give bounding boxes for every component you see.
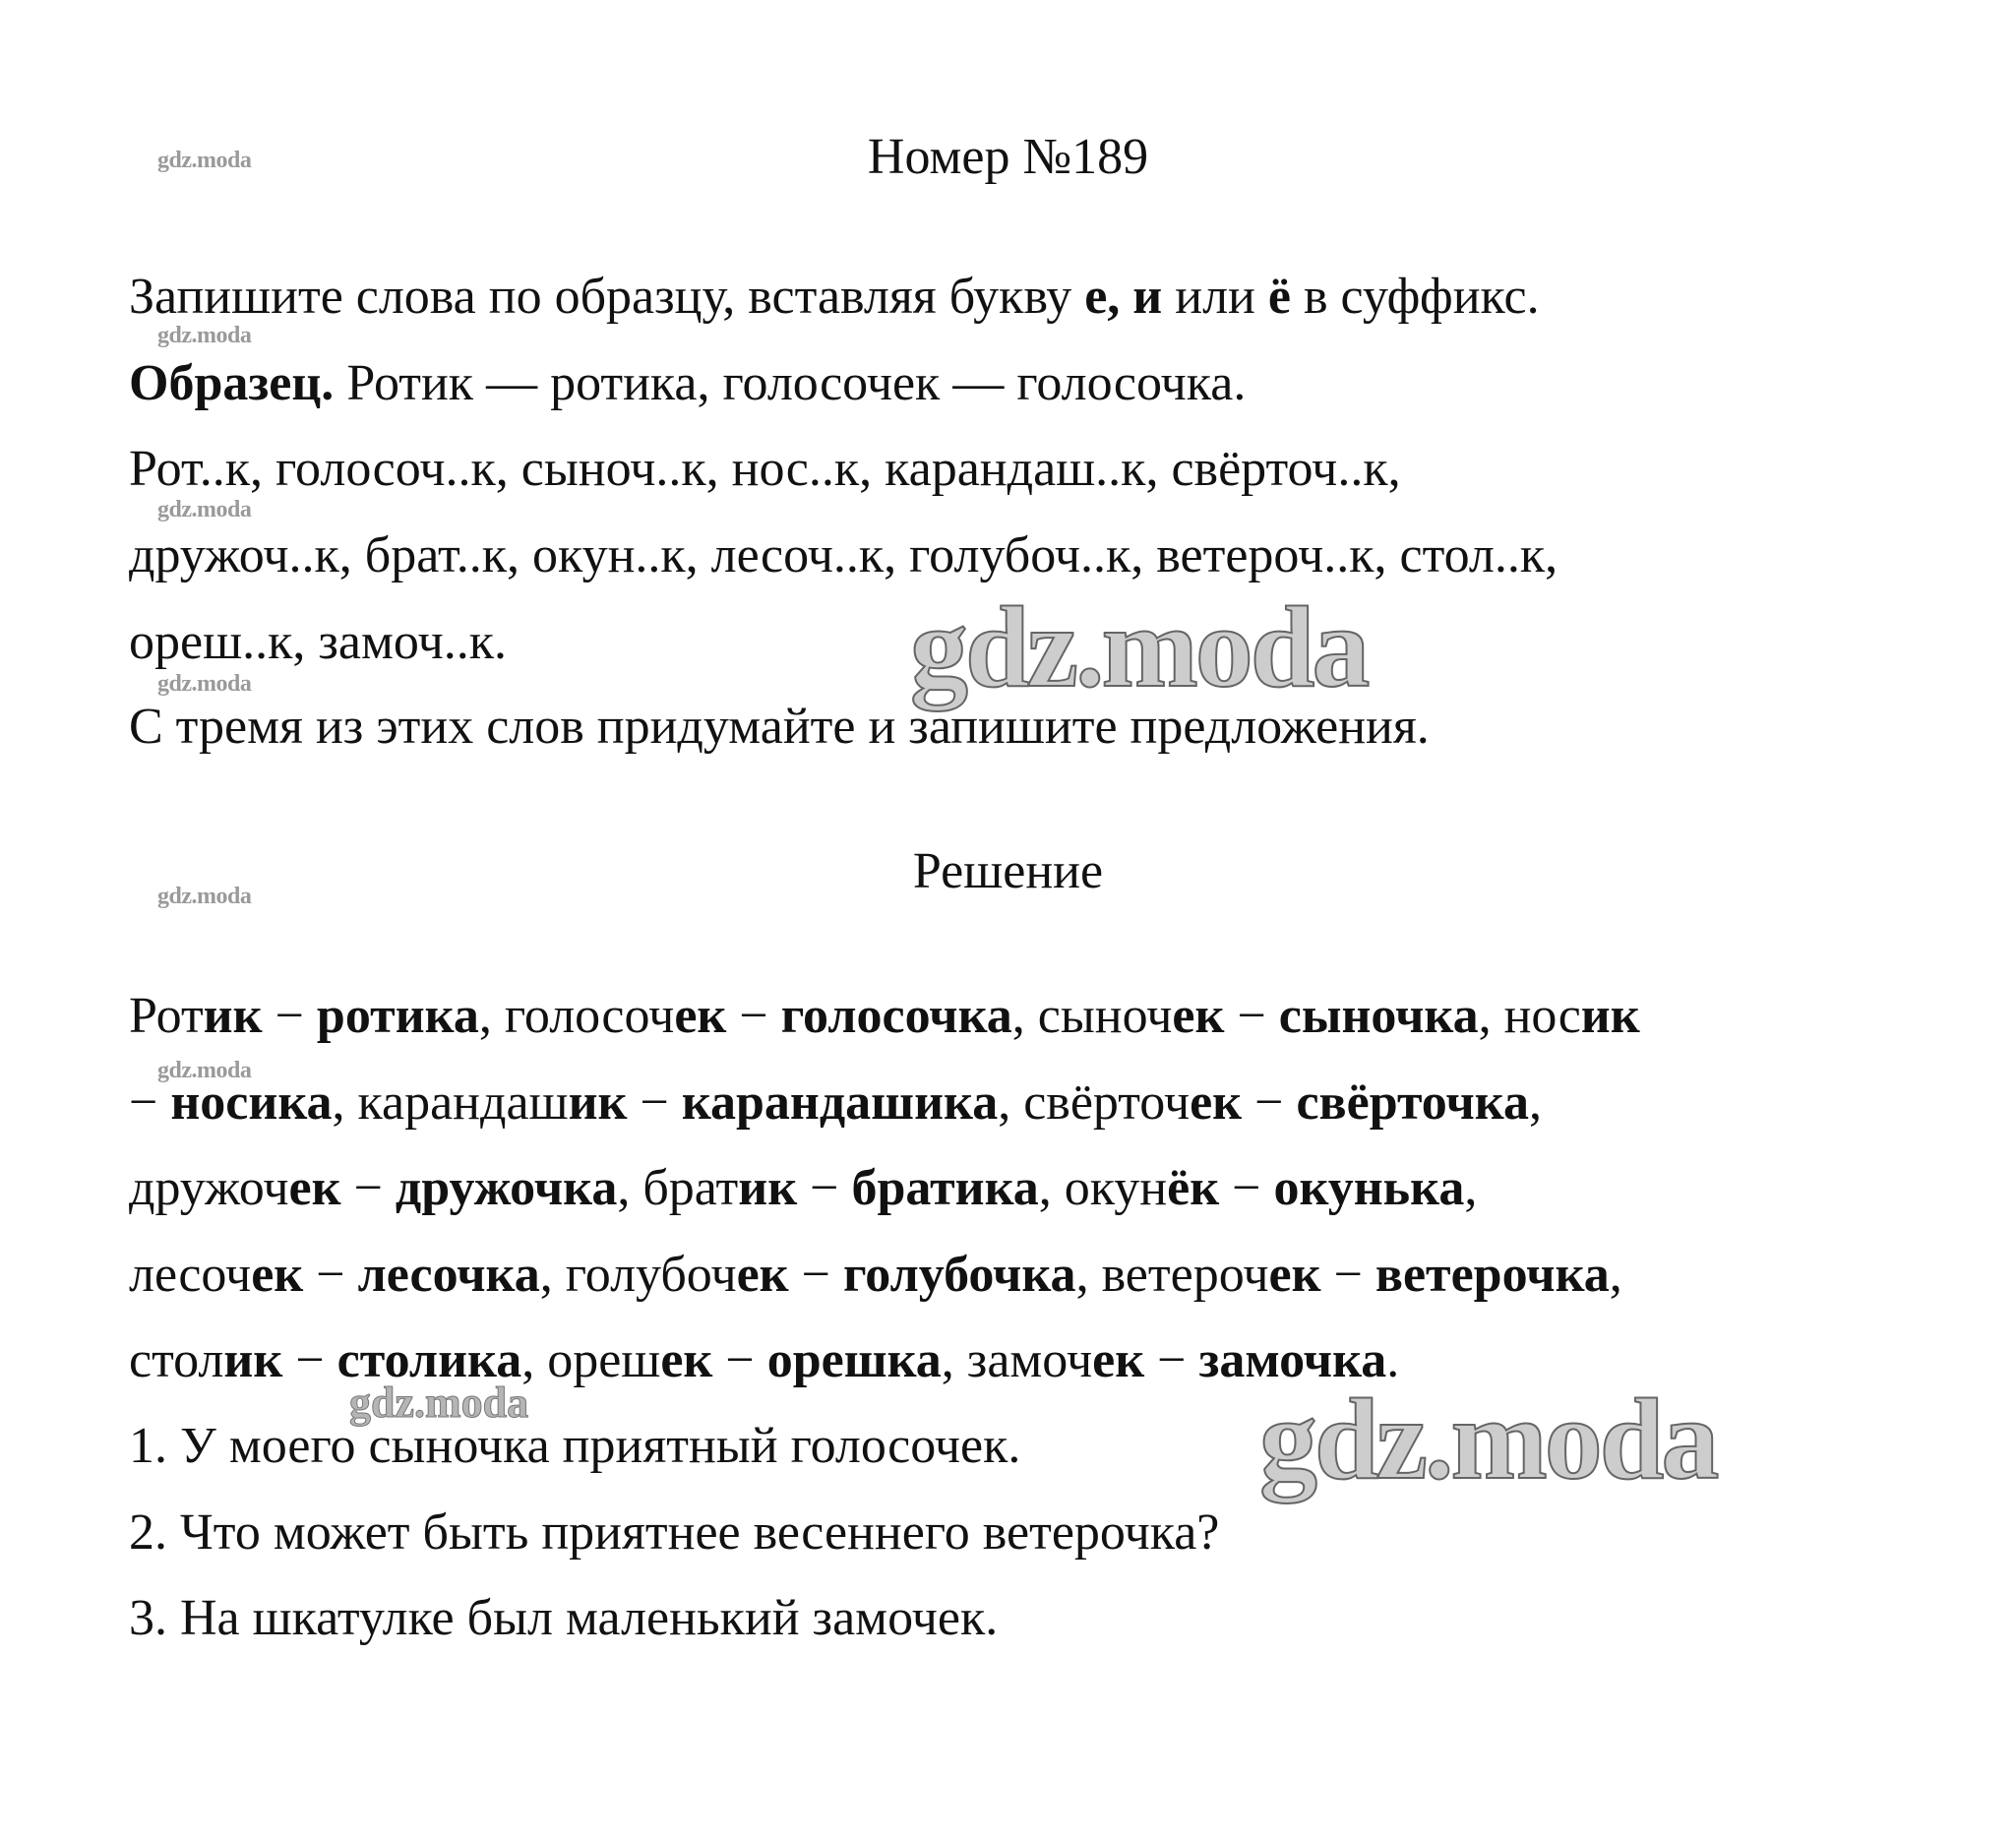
text-segment: , карандаш	[332, 1074, 569, 1131]
text-segment: −	[797, 1160, 852, 1216]
suffix: ек	[660, 1332, 713, 1388]
sentence-2: 2. Что может быть приятнее весеннего ветерочка?	[129, 1504, 1220, 1561]
text-segment: , окун	[1038, 1160, 1168, 1216]
text-segment: , голубоч	[539, 1247, 737, 1303]
watermark: gdz.moda	[157, 497, 252, 522]
solution-line-5	[129, 1331, 1399, 1390]
task-final: С тремя из этих слов придумайте и запишите предложения.	[129, 699, 1430, 755]
suffix: ек	[1172, 988, 1225, 1044]
suffix: ёк	[1167, 1160, 1220, 1216]
text-segment: , ореш	[521, 1332, 661, 1388]
text-segment: , сыноч	[1011, 988, 1173, 1044]
sentence-1: 1. У моего сыночка приятный голосочек.	[129, 1418, 1021, 1474]
bold-word: голосочка	[780, 988, 1012, 1044]
text-segment: −	[712, 1332, 767, 1388]
task-words-line-3: ореш..к, замоч..к.	[129, 614, 507, 670]
text-segment: Рот	[129, 988, 204, 1044]
text-segment: −	[1242, 1074, 1297, 1131]
bold-word: носика	[170, 1074, 333, 1131]
text-segment: −	[282, 1332, 337, 1388]
task-words-line-1: Рот..к, голосоч..к, сыноч..к, нос..к, карандаш..к, свёрточ..к,	[129, 441, 1401, 497]
text-segment: −	[129, 1074, 171, 1131]
text-segment: лесоч	[129, 1247, 252, 1303]
suffix: ек	[251, 1247, 304, 1303]
bold-word: ё	[1267, 269, 1291, 325]
suffix: ек	[736, 1247, 789, 1303]
suffix: ик	[738, 1160, 798, 1216]
text-segment: .	[1386, 1332, 1400, 1388]
text-segment: Запишите слова по образцу, вставляя букву	[129, 269, 1085, 325]
watermark: gdz.moda	[157, 1058, 252, 1083]
text-segment: ,	[1528, 1074, 1542, 1131]
text-segment: −	[303, 1247, 358, 1303]
solution-line-2	[129, 1073, 1542, 1133]
bold-word: ветерочка	[1375, 1247, 1610, 1303]
suffix: ик	[223, 1332, 283, 1388]
bold-word: е, и	[1084, 269, 1163, 325]
suffix: ик	[1580, 988, 1640, 1044]
bold-word: орешка	[766, 1332, 942, 1388]
text-segment: , голосоч	[478, 988, 675, 1044]
suffix: ек	[1092, 1332, 1145, 1388]
text-segment: , замоч	[941, 1332, 1093, 1388]
sentence-3: 3. На шкатулке был маленький замочек.	[129, 1590, 999, 1646]
bold-word: столика	[336, 1332, 522, 1388]
text-segment: −	[340, 1160, 396, 1216]
text-segment: −	[726, 988, 781, 1044]
bold-word: лесочка	[357, 1247, 540, 1303]
suffix: ек	[674, 988, 727, 1044]
text-segment: −	[1219, 1160, 1274, 1216]
text-segment: ,	[1464, 1160, 1478, 1216]
text-segment: −	[1144, 1332, 1199, 1388]
bold-word: голубочка	[842, 1247, 1076, 1303]
text-segment: или	[1162, 269, 1268, 325]
task-instruction	[129, 268, 1540, 327]
text-segment: Ротик — ротика, голосочек — голосочка.	[334, 355, 1247, 411]
text-segment: стол	[129, 1332, 224, 1388]
solution-line-3	[129, 1159, 1477, 1218]
text-segment: −	[1224, 988, 1279, 1044]
text-segment: , нос	[1478, 988, 1581, 1044]
page-title: Номер №189	[867, 129, 1149, 185]
watermark: gdz.moda	[157, 323, 252, 348]
bold-word: окунька	[1273, 1160, 1465, 1216]
solution-line-1	[129, 987, 1640, 1046]
bold-word: дружочка	[395, 1160, 618, 1216]
text-segment: −	[627, 1074, 682, 1131]
text-segment: в суффикс.	[1290, 269, 1540, 325]
text-segment: ,	[1609, 1247, 1622, 1303]
watermark-large: gdz.moda	[910, 582, 1368, 711]
text-segment: , ветероч	[1075, 1247, 1269, 1303]
text-segment: −	[262, 988, 317, 1044]
bold-word: замочка	[1198, 1332, 1387, 1388]
watermark: gdz.moda	[157, 884, 252, 909]
watermark-large: gdz.moda	[1259, 1375, 1717, 1503]
bold-word: ротика	[316, 988, 479, 1044]
bold-word: карандашика	[681, 1074, 999, 1131]
suffix: ек	[1268, 1247, 1321, 1303]
watermark: gdz.moda	[157, 671, 252, 697]
text-segment: дружоч	[129, 1160, 289, 1216]
bold-word: братика	[851, 1160, 1039, 1216]
bold-word: сыночка	[1278, 988, 1479, 1044]
task-words-line-2: дружоч..к, брат..к, окун..к, лесоч..к, голубоч..к, ветероч..к, стол..к,	[129, 527, 1558, 583]
task-sample	[129, 354, 1246, 413]
watermark: gdz.moda	[349, 1379, 529, 1427]
text-segment: −	[788, 1247, 843, 1303]
solution-title: Решение	[912, 843, 1104, 899]
solution-line-4	[129, 1246, 1622, 1305]
text-segment: , свёрточ	[998, 1074, 1191, 1131]
text-segment: , брат	[617, 1160, 739, 1216]
bold-word: Образец.	[129, 355, 335, 411]
suffix: ек	[288, 1160, 341, 1216]
suffix: ик	[568, 1074, 628, 1131]
bold-word: свёрточка	[1296, 1074, 1529, 1131]
watermark: gdz.moda	[157, 148, 252, 173]
text-segment: −	[1320, 1247, 1375, 1303]
suffix: ек	[1190, 1074, 1243, 1131]
suffix: ик	[203, 988, 263, 1044]
